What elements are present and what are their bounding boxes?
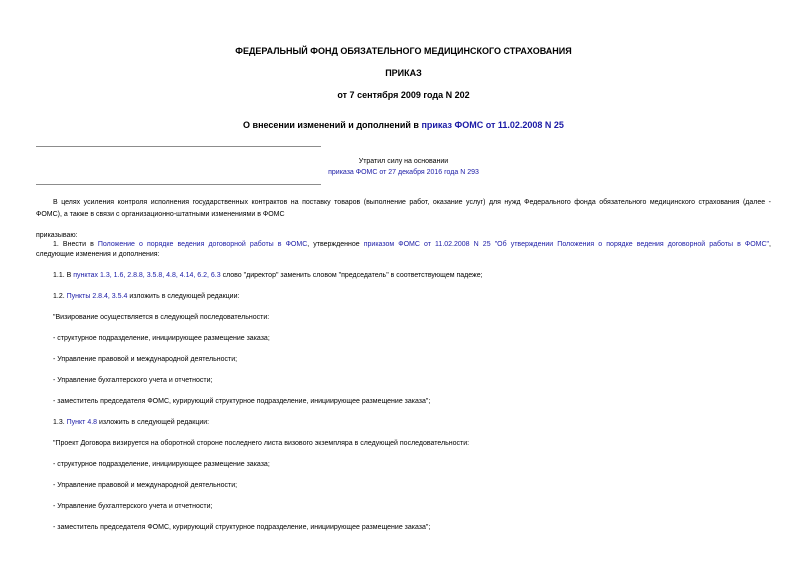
list-item: - заместитель председателя ФОМС, курирующий структурное подразделение, инициирующее размещение заказа"; (53, 398, 431, 405)
item-1-link-order[interactable]: приказом ФОМС от 11.02.2008 N 25 "Об утверждении Положения о порядке ведения договорной работы в ФОМС" (363, 241, 770, 248)
list-item: - заместитель председателя ФОМС, курирующий структурное подразделение, инициирующее размещение заказа"; (53, 524, 431, 531)
subject-link[interactable]: приказ ФОМС от 11.02.2008 N 25 (421, 120, 564, 130)
list-item: - структурное подразделение, инициирующее размещение заказа; (53, 335, 270, 342)
item-1-2-text-a: 1.2. (53, 293, 67, 300)
divider-top (36, 146, 321, 147)
divider-bottom (36, 184, 321, 185)
item-1-3-text-a: 1.3. (53, 419, 67, 426)
item-1-text-a: 1. Внести в (53, 241, 98, 248)
item-1-3-text-b: изложить в следующей редакции: (97, 419, 210, 426)
list-item: - Управление бухгалтерского учета и отчетности; (53, 377, 213, 384)
list-item: - Управление правовой и международной деятельности; (53, 482, 238, 489)
doc-type: ПРИКАЗ (385, 68, 422, 78)
list-item: - Управление бухгалтерского учета и отчетности; (53, 503, 213, 510)
item-1-3 (53, 418, 209, 427)
quote-2: "Проект Договора визируется на оборотной стороне последнего листа визового экземпляра в следующей последовательности: (53, 440, 470, 447)
item-1-line2: следующие изменения и дополнения: (36, 251, 160, 258)
item-1-2-link[interactable]: Пункты 2.8.4, 3.5.4 (66, 293, 128, 300)
item-1 (53, 240, 771, 249)
order-word: приказываю: (36, 232, 78, 239)
org-title: ФЕДЕРАЛЬНЫЙ ФОНД ОБЯЗАТЕЛЬНОГО МЕДИЦИНСКОГО СТРАХОВАНИЯ (235, 46, 572, 56)
repeal-note-link[interactable]: приказа ФОМС от 27 декабря 2016 года N 293 (328, 169, 479, 176)
repeal-note: Утратил силу на основании (358, 158, 449, 165)
item-1-2 (53, 292, 239, 301)
item-1-text-b: , утвержденное (307, 241, 364, 248)
item-1-1-text-b: слово "директор" заменить словом "председатель" в соответствующем падеже; (220, 272, 483, 279)
quote-1: "Визирование осуществляется в следующей последовательности: (53, 314, 270, 321)
item-1-1 (53, 271, 483, 280)
list-item: - Управление правовой и международной деятельности; (53, 356, 238, 363)
item-1-text-c: , (769, 241, 771, 248)
item-1-link-regulation[interactable]: Положение о порядке ведения договорной работы в ФОМС (97, 241, 308, 248)
item-1-1-text-a: 1.1. В (53, 272, 74, 279)
subject-text: О внесении изменений и дополнений в (243, 120, 422, 130)
item-1-1-link[interactable]: пунктах 1.3, 1.6, 2.8.8, 3.5.8, 4.8, 4.14, 6.2, 6.3 (73, 272, 221, 279)
item-1-2-text-b: изложить в следующей редакции: (127, 293, 240, 300)
intro-paragraph-line2: ФОМС), а также в связи с организационно-штатными изменениями в ФОМС (36, 211, 285, 218)
doc-subject (0, 120, 807, 130)
list-item: - структурное подразделение, инициирующее размещение заказа; (53, 461, 270, 468)
intro-paragraph-line1: В целях усиления контроля исполнения государственных контрактов на поставку товаров (выполнение работ, оказание услуг) для нужд Федерального фонда обязательного медицинского страхования (далее - (53, 199, 771, 206)
doc-date-number: от 7 сентября 2009 года N 202 (337, 90, 470, 100)
item-1-3-link[interactable]: Пункт 4.8 (66, 419, 98, 426)
